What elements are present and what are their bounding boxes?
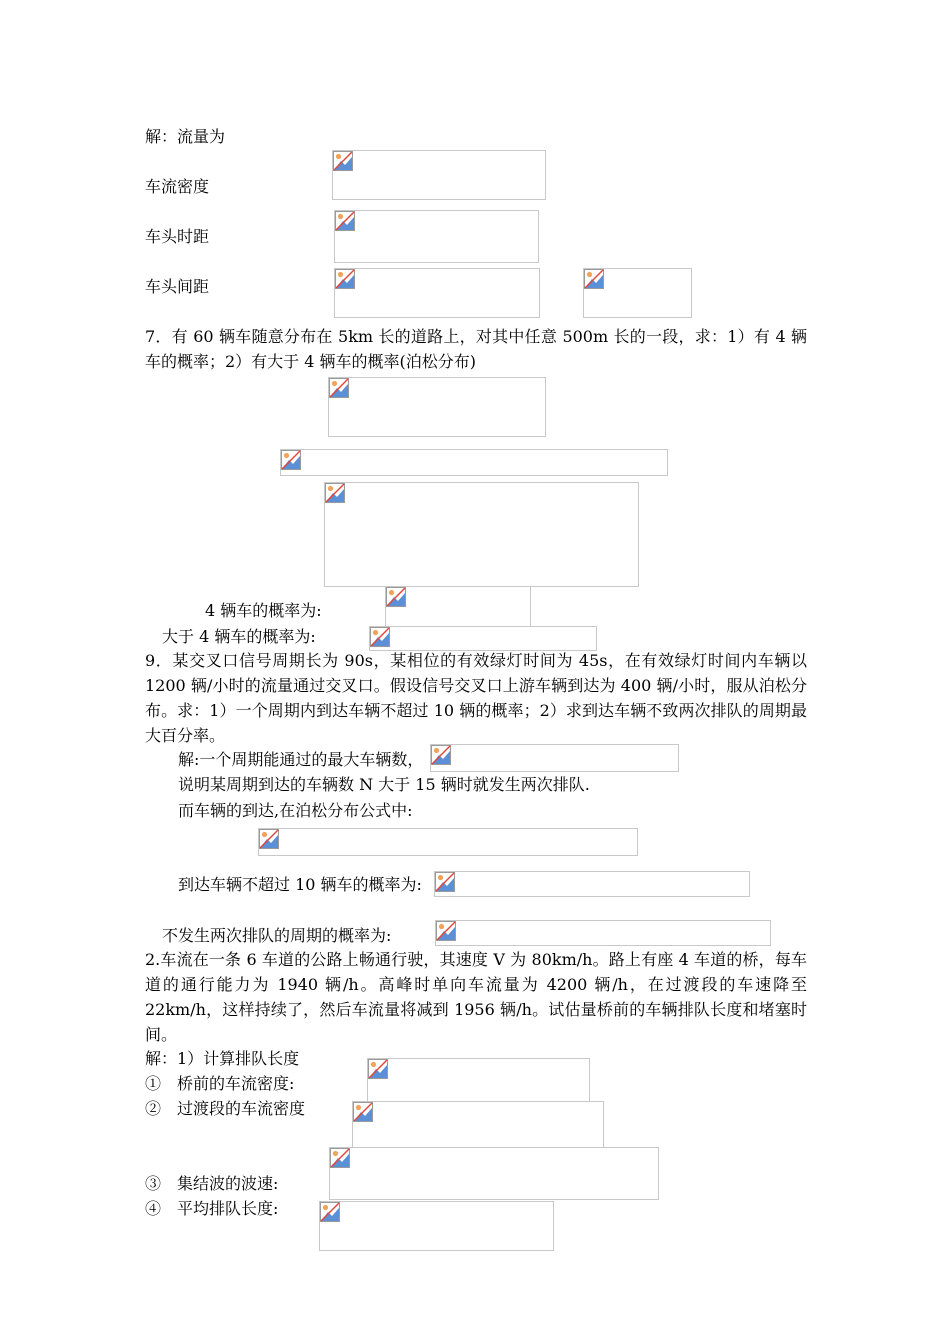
broken-image-icon xyxy=(436,921,456,941)
formula-image xyxy=(324,482,639,587)
solution-2-title: 解：1）计算排队长度 xyxy=(145,1049,300,1068)
solution-9-line-1: 解:一个周期能通过的最大车辆数， xyxy=(178,750,424,769)
formula-image xyxy=(334,268,540,318)
formula-image xyxy=(334,210,539,263)
solution-9-line-2: 说明某周期到达的车辆数 N 大于 15 辆时就发生两次排队. xyxy=(178,775,590,794)
solution-2-step-4: ④ 平均排队长度: xyxy=(145,1199,279,1218)
prob-gt4-label: 大于 4 辆车的概率为: xyxy=(162,627,316,646)
broken-image-icon xyxy=(281,450,301,470)
formula-image xyxy=(319,1201,554,1251)
broken-image-icon xyxy=(370,627,390,647)
formula-image xyxy=(280,449,668,476)
broken-image-icon xyxy=(335,211,355,231)
question-7: 7．有 60 辆车随意分布在 5km 长的道路上，对其中任意 500m 长的一段，求：1）有 4 辆车的概率；2）有大于 4 辆车的概率(泊松分布) xyxy=(145,327,807,371)
headway-time-label: 车头时距 xyxy=(145,227,210,246)
prob-4-label: 4 辆车的概率为: xyxy=(205,601,322,620)
broken-image-icon xyxy=(320,1202,340,1222)
broken-image-icon xyxy=(330,1148,350,1168)
formula-image xyxy=(328,377,546,437)
broken-image-icon xyxy=(584,269,604,289)
broken-image-icon xyxy=(259,829,279,849)
solution-9-line-5: 不发生两次排队的周期的概率为: xyxy=(162,926,392,945)
formula-image xyxy=(583,268,692,318)
formula-image xyxy=(435,920,771,946)
broken-image-icon xyxy=(368,1059,388,1079)
solution-2-step-1: ① 桥前的车流密度: xyxy=(145,1074,295,1093)
broken-image-icon xyxy=(353,1102,373,1122)
formula-image xyxy=(434,871,750,897)
broken-image-icon xyxy=(333,151,353,171)
formula-image xyxy=(332,150,546,200)
broken-image-icon xyxy=(435,872,455,892)
solution-2-step-3: ③ 集结波的波速: xyxy=(145,1174,279,1193)
density-label: 车流密度 xyxy=(145,177,210,196)
question-9: 9．某交叉口信号周期长为 90s，某相位的有效绿灯时间为 45s，在有效绿灯时间内车辆以 1200 辆/小时的流量通过交叉口。假设信号交叉口上游车辆到达为 400 辆/小时，服从泊松分布。求：1）一个周期内到达车辆不超过 10 辆的概率；2）求到达车辆不致两次排队的周期最大百分率。 xyxy=(145,651,807,745)
formula-image xyxy=(258,828,638,856)
solution-flow-label: 解：流量为 xyxy=(145,127,226,146)
solution-2-step-2: ② 过渡段的车流密度 xyxy=(145,1099,306,1118)
formula-image xyxy=(329,1147,659,1200)
broken-image-icon xyxy=(431,745,451,765)
question-2: 2.车流在一条 6 车道的公路上畅通行驶，其速度 V 为 80km/h。路上有座 4 车道的桥，每车道的通行能力为 1940 辆/h。高峰时单向车流量为 4200 辆/h，在过渡段的车速降至 22km/h，这样持续了，然后车流量将减到 1956 辆/h。试估量桥前的车辆排队长度和堵塞时间。 xyxy=(145,950,807,1044)
broken-image-icon xyxy=(335,269,355,289)
broken-image-icon xyxy=(386,587,406,607)
headway-space-label: 车头间距 xyxy=(145,277,210,296)
broken-image-icon xyxy=(329,378,349,398)
formula-image xyxy=(430,744,679,772)
solution-9-line-4: 到达车辆不超过 10 辆车的概率为: xyxy=(178,875,422,894)
broken-image-icon xyxy=(325,483,345,503)
solution-9-line-3: 而车辆的到达,在泊松分布公式中: xyxy=(178,801,413,820)
